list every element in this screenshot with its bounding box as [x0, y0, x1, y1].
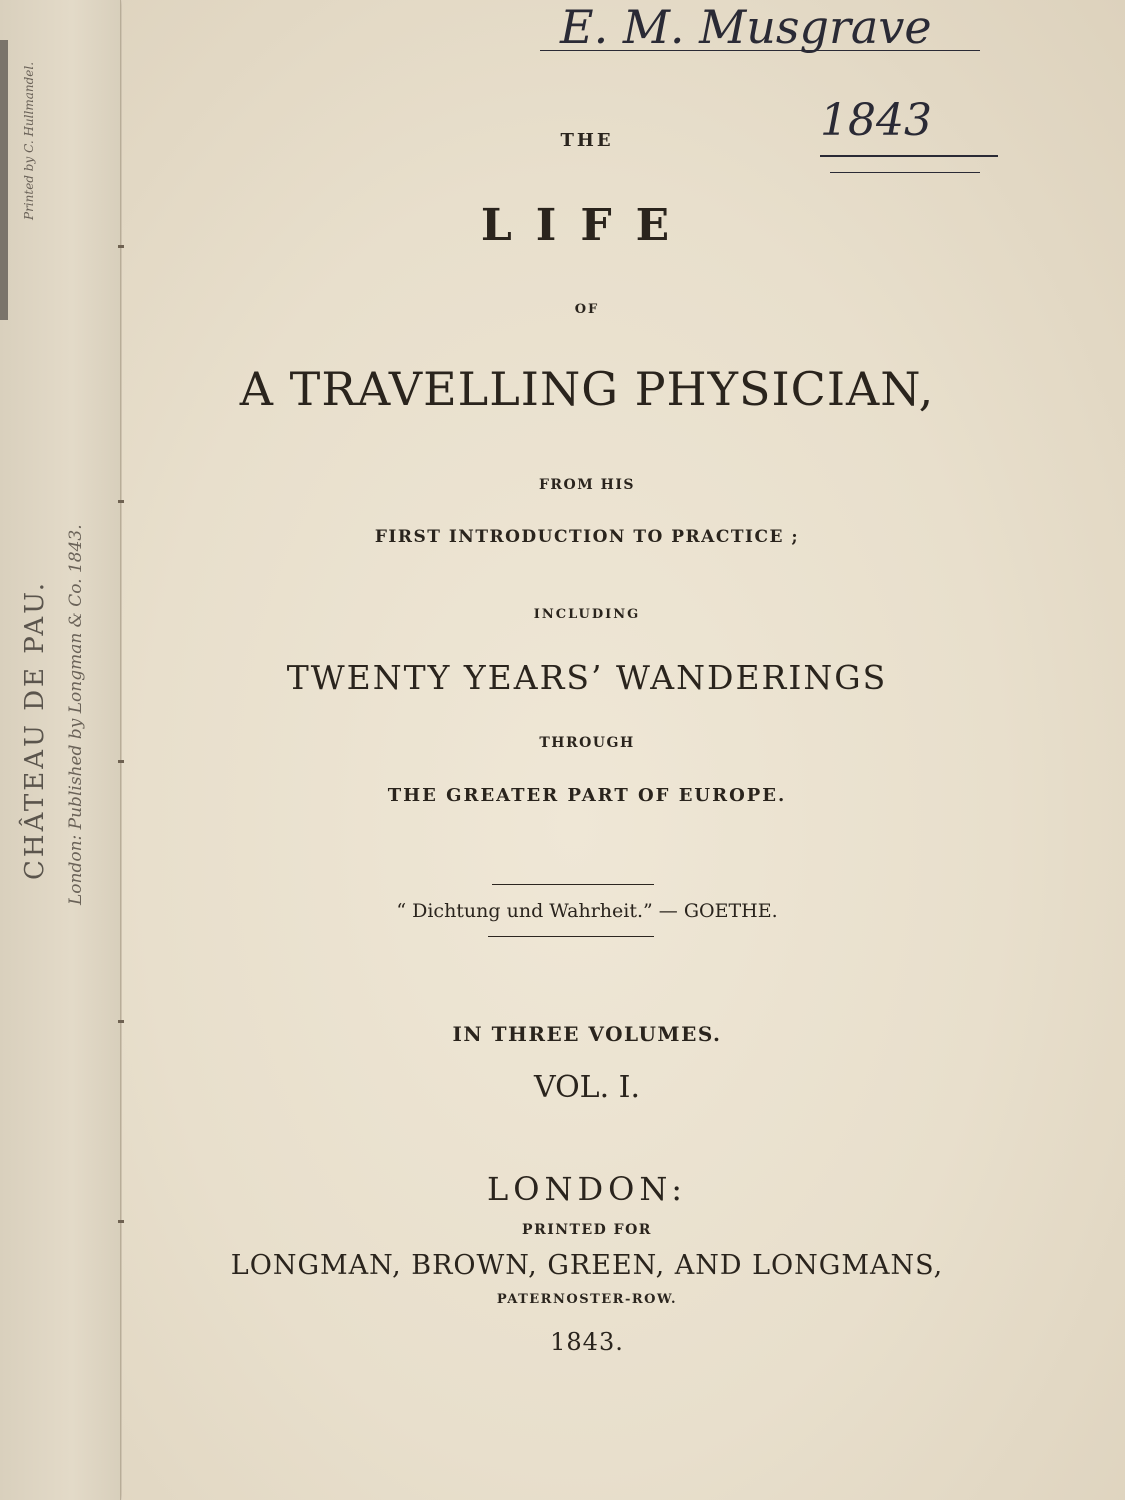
title-life: LIFE [480, 200, 694, 251]
volume-number: VOL. I. [533, 1070, 641, 1105]
subtitle-first-introduction: FIRST INTRODUCTION TO PRACTICE ; [374, 527, 800, 547]
volume-count: IN THREE VOLUMES. [452, 1022, 722, 1046]
imprint-city: LONDON: [486, 1170, 687, 1208]
imprint-printed-for: PRINTED FOR [522, 1222, 652, 1238]
signature-underline [540, 50, 980, 51]
subtitle-including: INCLUDING [533, 607, 641, 622]
year-underline-2 [830, 172, 980, 173]
epigraph-rule-bottom [488, 936, 654, 937]
imprint-year: 1843. [550, 1328, 624, 1356]
main-title: A TRAVELLING PHYSICIAN, [239, 362, 935, 416]
subtitle-from-his: FROM HIS [538, 477, 636, 493]
epigraph-rule-top [492, 884, 654, 885]
handwritten-owner-name: E. M. Musgrave [560, 0, 932, 54]
plate-publisher-line: London: Published by Longman & Co. 1843. [66, 524, 86, 905]
handwritten-year: 1843 [820, 95, 932, 146]
binding-stitch [118, 500, 124, 503]
subtitle-greater-part: THE GREATER PART OF EUROPE. [387, 785, 787, 806]
title-of: OF [574, 302, 600, 317]
plate-title: CHÂTEAU DE PAU. [20, 580, 50, 880]
title-the: THE [560, 130, 614, 151]
subtitle-twenty-years: TWENTY YEARS’ WANDERINGS [286, 658, 888, 697]
facing-plate-leaf [0, 0, 121, 1500]
engraving-edge [0, 40, 8, 320]
year-underline-1 [820, 155, 998, 157]
epigraph: “ Dichtung und Wahrheit.” — GOETHE. [396, 900, 778, 922]
subtitle-through: THROUGH [539, 735, 635, 751]
imprint-publisher: LONGMAN, BROWN, GREEN, AND LONGMANS, [230, 1250, 944, 1281]
imprint-street: PATERNOSTER-ROW. [496, 1292, 678, 1307]
binding-stitch [118, 760, 124, 763]
plate-printer-credit: Printed by C. Hullmandel. [22, 61, 36, 220]
